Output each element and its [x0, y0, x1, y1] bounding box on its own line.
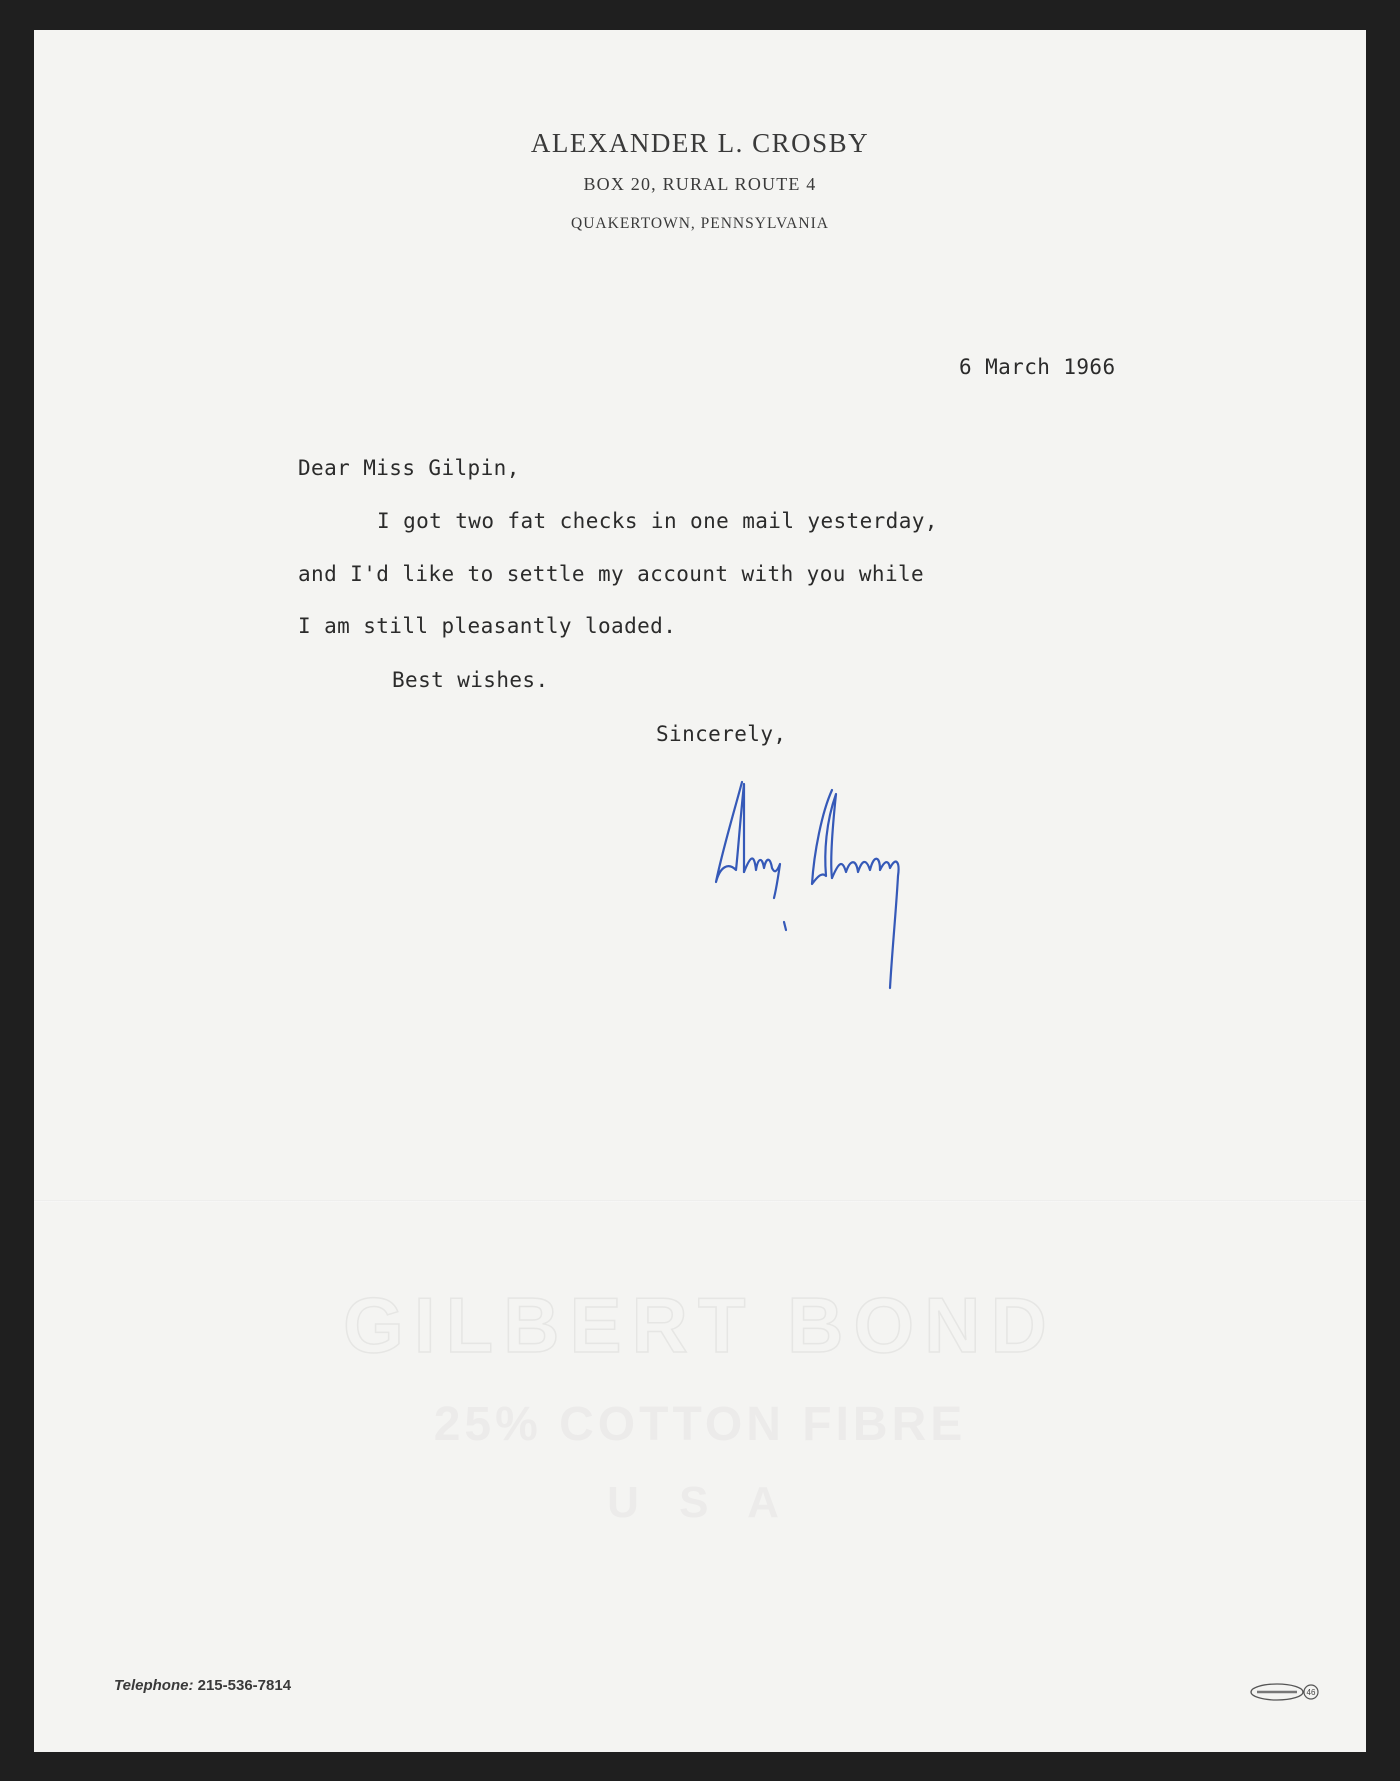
letter-salutation: Dear Miss Gilpin, — [298, 456, 520, 480]
letterhead-address-line2: QUAKERTOWN, PENNSYLVANIA — [571, 215, 829, 232]
paper-fold-line — [34, 1200, 1366, 1202]
union-label-number: 46 — [1306, 1688, 1316, 1697]
letterhead-address-line1: BOX 20, RURAL ROUTE 4 — [583, 174, 817, 194]
letterhead-name: ALEXANDER L. CROSBY — [530, 128, 870, 158]
handwritten-signature — [714, 772, 974, 1022]
letter-date: 6 March 1966 — [959, 355, 1116, 379]
telephone-label: Telephone: — [114, 1677, 194, 1694]
watermark-brand: GILBERT BOND — [343, 1281, 1057, 1369]
letter-body-line-3: I am still pleasantly loaded. — [298, 614, 677, 638]
letter-complimentary-close: Sincerely, — [656, 722, 787, 746]
letter-closing-wishes: Best wishes. — [392, 668, 549, 692]
letter-body-line-1: I got two fat checks in one mail yesterday, — [377, 509, 938, 533]
watermark-country: U S A — [607, 1478, 793, 1527]
union-label-icon — [1249, 1680, 1321, 1704]
watermark-fibre: 25% COTTON FIBRE — [433, 1398, 967, 1451]
telephone-footer — [114, 1677, 291, 1694]
letter-body-line-2: and I'd like to settle my account with you while — [298, 562, 925, 586]
telephone-number: 215-536-7814 — [197, 1677, 292, 1694]
letter-page — [34, 30, 1366, 1752]
